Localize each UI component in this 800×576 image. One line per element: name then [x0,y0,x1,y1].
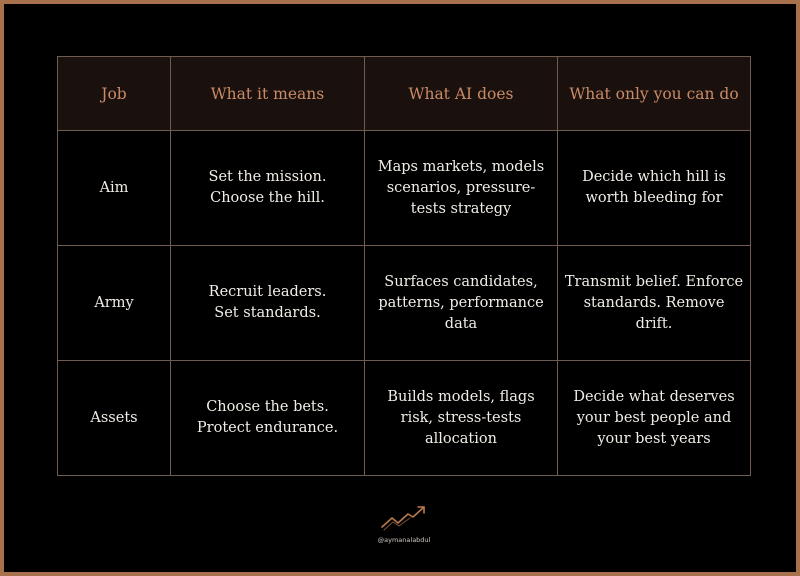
job-cell: Army [58,246,171,361]
table-body [58,131,751,476]
trend-chart-icon [380,505,426,531]
you-cell [558,246,751,361]
cell-line: Builds models, flags [387,388,535,405]
means-cell [171,131,365,246]
author-handle: @aymanalabdul [377,536,431,544]
cell-line: Decide what deserves [573,388,735,405]
cell-line: Surfaces candidates, [384,273,538,290]
cell-line: Maps markets, models [377,158,545,175]
cell-line: Decide which hill is [582,169,726,185]
table-header [58,57,751,131]
header-row [58,57,751,131]
cell-line: Protect endurance. [196,420,339,436]
cell-line: Transmit belief. Enforce [564,273,744,290]
means-cell [171,361,365,476]
job-cell: Assets [58,361,171,476]
ai-cell [365,246,558,361]
you-cell [558,131,751,246]
comparison-table [57,56,751,476]
header-what-ai-does: What AI does [365,57,558,131]
you-cell [558,361,751,476]
cell-line: patterns, performance [378,294,544,311]
table-row [58,361,751,476]
cell-line: Choose the bets. [206,399,329,415]
header-what-it-means: What it means [171,57,365,131]
means-cell [171,246,365,361]
header-what-only-you-can-do: What only you can do [558,57,751,131]
table-row [58,246,751,361]
cell-line: Choose the hill. [210,190,325,206]
cell-line: Set the mission. [208,169,327,185]
cell-line: Set standards. [214,305,321,321]
ai-cell [365,361,558,476]
cell-line: worth bleeding for [585,190,723,206]
cell-line: data [444,315,478,332]
cell-line: scenarios, pressure- [386,179,536,196]
cell-line: your best people and [576,409,732,426]
ai-cell [365,131,558,246]
cell-line: standards. Remove [583,294,725,311]
cell-line: your best years [597,430,711,447]
cell-line: drift. [635,315,673,332]
table-row [58,131,751,246]
cell-line: allocation [425,430,497,447]
job-cell: Aim [58,131,171,246]
cell-line: risk, stress-tests [400,409,522,426]
cell-line: Recruit leaders. [208,284,327,300]
header-job: Job [58,57,171,131]
cell-line: tests strategy [410,200,512,217]
